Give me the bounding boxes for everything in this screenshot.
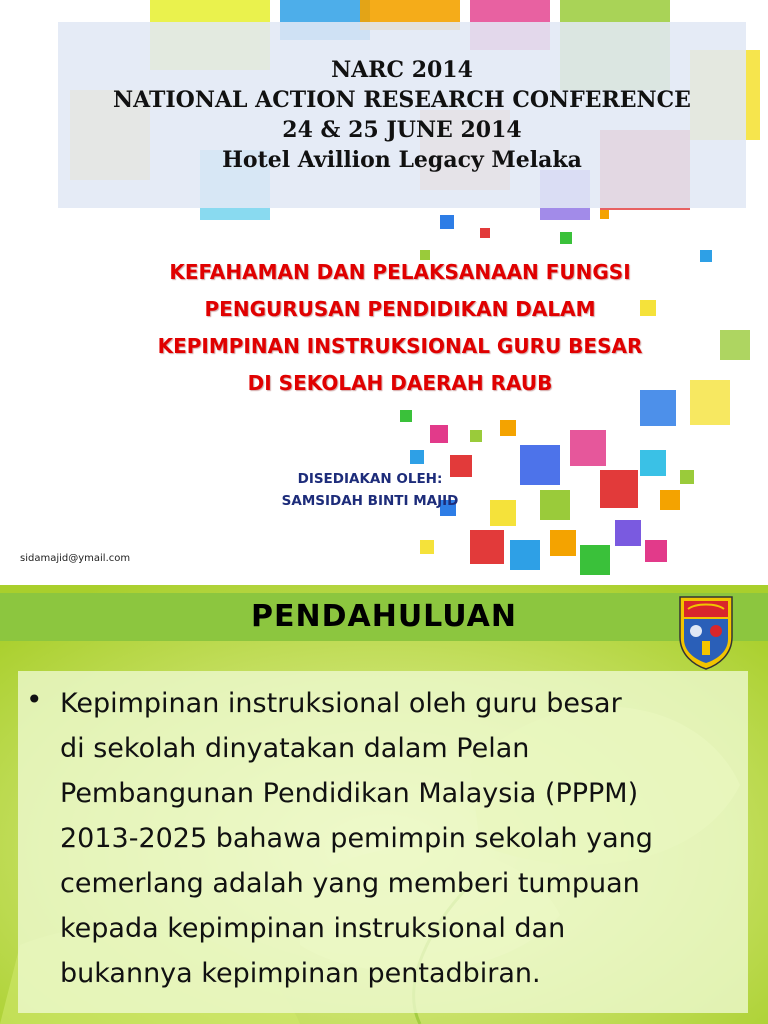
- author-email: sidamajid@ymail.com: [20, 553, 131, 564]
- intro-paragraph: [60, 681, 740, 996]
- paragraph-line: Pembangunan Pendidikan Malaysia (PPPM): [60, 778, 639, 809]
- section-title: PENDAHULUAN: [251, 599, 517, 634]
- conference-name: NATIONAL ACTION RESEARCH CONFERENCE: [113, 87, 691, 113]
- conference-date: 24 & 25 JUNE 2014: [282, 117, 522, 143]
- paragraph-line: Kepimpinan instruksional oleh guru besar: [60, 688, 622, 719]
- author-label: DISEDIAKAN OLEH:: [297, 471, 443, 487]
- conference-venue: Hotel Avillion Legacy Melaka: [222, 147, 582, 173]
- school-crest-icon: [676, 593, 736, 671]
- conference-acronym: NARC 2014: [331, 57, 473, 83]
- title-line: DI SEKOLAH DAERAH RAUB: [247, 371, 553, 395]
- paragraph-line: bukannya kepimpinan pentadbiran.: [60, 958, 541, 989]
- introduction-slide: [0, 585, 768, 1024]
- paragraph-line: 2013-2025 bahawa pemimpin sekolah yang: [60, 823, 653, 854]
- author-name: SAMSIDAH BINTI MAJID: [281, 493, 459, 509]
- conference-header-box: [58, 22, 746, 208]
- author-block: [230, 468, 510, 512]
- title-line: KEPIMPINAN INSTRUKSIONAL GURU BESAR: [157, 334, 643, 358]
- paragraph-line: kepada kepimpinan instruksional dan: [60, 913, 566, 944]
- paragraph-line: di sekolah dinyatakan dalam Pelan: [60, 733, 530, 764]
- paragraph-line: cemerlang adalah yang memberi tumpuan: [60, 868, 640, 899]
- title-line: KEFAHAMAN DAN PELAKSANAAN FUNGSI: [169, 260, 631, 284]
- presentation-title: [60, 254, 740, 402]
- title-line: PENGURUSAN PENDIDIKAN DALAM: [204, 297, 596, 321]
- bullet-marker: •: [26, 683, 43, 716]
